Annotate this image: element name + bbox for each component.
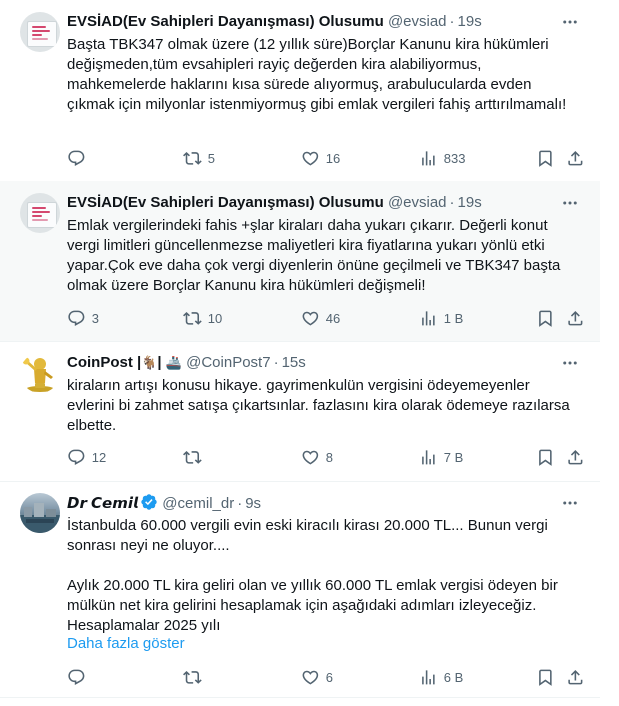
share-button[interactable] <box>566 308 585 328</box>
bookmark-button[interactable] <box>536 447 555 467</box>
retweet-button[interactable] <box>183 447 208 467</box>
tweet-text: kiraların artışı konusu hikaye. gayrimenkulün vergisini ödeyemeyenler evlerini bi zahmet satışa çıkartsınlar. fazlasını kira olarak ödemeye razılarsa elbette. <box>67 377 574 434</box>
views-bar-chart-icon <box>419 309 438 328</box>
views-button[interactable] <box>419 447 463 467</box>
tweet-actions <box>67 667 587 687</box>
share-icon <box>566 448 585 467</box>
retweet-button[interactable] <box>183 148 215 168</box>
bookmark-button[interactable] <box>536 148 555 168</box>
author-name-text: CoinPost | <box>67 354 142 371</box>
verified-badge-icon <box>138 495 158 512</box>
heart-icon <box>301 668 320 687</box>
share-button[interactable] <box>566 148 585 168</box>
reply-count: 3 <box>91 310 99 326</box>
like-button[interactable] <box>301 308 340 328</box>
views-count: 1 B <box>443 310 464 326</box>
retweet-button[interactable] <box>183 308 222 328</box>
tweet-time[interactable]: 9s <box>245 495 262 512</box>
ship-emoji: 🚢 <box>165 355 182 370</box>
share-icon <box>566 309 585 328</box>
tweet[interactable] <box>0 0 600 182</box>
reply-icon <box>67 149 86 168</box>
views-button[interactable] <box>419 667 463 687</box>
separator-dot: · <box>237 495 243 512</box>
share-icon <box>566 149 585 168</box>
retweet-count: 10 <box>207 310 223 326</box>
author-name[interactable]: EVSİAD(Ev Sahipleri Dayanışması) Olusumu <box>67 194 384 211</box>
show-more-link[interactable]: Daha fazla göster <box>67 635 185 652</box>
retweet-icon <box>183 448 202 467</box>
tweet[interactable] <box>0 341 600 482</box>
reply-button[interactable] <box>67 308 99 328</box>
views-bar-chart-icon <box>419 668 438 687</box>
author-name-separator: | <box>157 354 162 371</box>
bookmark-button[interactable] <box>536 667 555 687</box>
reply-icon <box>67 309 86 328</box>
like-button[interactable] <box>301 148 340 168</box>
tweet-time[interactable]: 19s <box>457 13 482 30</box>
avatar[interactable] <box>20 12 60 52</box>
bookmark-icon <box>536 448 555 467</box>
tweet-header <box>67 353 580 373</box>
more-horizontal-icon[interactable] <box>560 193 580 213</box>
reply-count: 12 <box>91 449 107 465</box>
views-button[interactable] <box>419 148 465 168</box>
separator-dot: · <box>273 354 279 371</box>
share-button[interactable] <box>566 447 585 467</box>
author-name[interactable] <box>67 354 182 371</box>
reply-button[interactable] <box>67 148 92 168</box>
retweet-icon <box>183 668 202 687</box>
like-count: 8 <box>325 449 333 465</box>
share-icon <box>566 668 585 687</box>
views-count: 833 <box>443 150 466 166</box>
bookmark-icon <box>536 149 555 168</box>
author-name[interactable]: EVSİAD(Ev Sahipleri Dayanışması) Olusumu <box>67 13 384 30</box>
tweet[interactable] <box>0 481 600 698</box>
author-handle[interactable]: @evsiad <box>387 13 447 30</box>
tweet-text: Başta TBK347 olmak üzere (12 yıllık süre)Borçlar Kanunu kira hükümleri değişmeden,tüm evsahipleri rayiç değerden kira alabiliyormus, mahkemelerde haklarını kısa sürede alıyormuş, arabulucularda evden çıkmak için milyonlar istenmiyormuş gibi emlak vergileri fahiş arttırılmamalı! <box>67 36 567 113</box>
author-handle[interactable]: @evsiad <box>387 194 447 211</box>
tweet-header <box>67 12 580 32</box>
avatar[interactable] <box>20 193 60 233</box>
avatar[interactable] <box>20 493 60 533</box>
reply-icon <box>67 668 86 687</box>
like-button[interactable] <box>301 447 333 467</box>
tweet-header <box>67 493 580 513</box>
avatar[interactable] <box>20 353 60 393</box>
author-handle[interactable]: @CoinPost7 <box>186 354 271 371</box>
views-bar-chart-icon <box>419 149 438 168</box>
tweet[interactable] <box>0 181 600 342</box>
heart-icon <box>301 448 320 467</box>
share-button[interactable] <box>566 667 585 687</box>
tweet-actions <box>67 308 587 328</box>
author-handle[interactable]: @cemil_dr <box>162 495 235 512</box>
retweet-icon <box>183 309 202 328</box>
views-count: 6 B <box>443 669 464 685</box>
tweet-header <box>67 193 580 213</box>
like-count: 16 <box>325 150 341 166</box>
tweet-actions <box>67 148 587 168</box>
bookmark-button[interactable] <box>536 308 555 328</box>
heart-icon <box>301 309 320 328</box>
like-button[interactable] <box>301 667 333 687</box>
goat-emoji: 🐐 <box>141 355 158 370</box>
separator-dot: · <box>449 194 455 211</box>
heart-icon <box>301 149 320 168</box>
reply-button[interactable] <box>67 447 106 467</box>
reply-button[interactable] <box>67 667 92 687</box>
like-count: 6 <box>325 669 333 685</box>
views-count: 7 B <box>443 449 464 465</box>
like-count: 46 <box>325 310 341 326</box>
more-horizontal-icon[interactable] <box>560 353 580 373</box>
views-bar-chart-icon <box>419 448 438 467</box>
tweet-text: İstanbulda 60.000 vergili evin eski kiracılı kirası 20.000 TL... Bunun vergi sonrası neyi ne oluyor.... Aylık 20.000 TL kira geliri olan ve yıllık 60.000 TL emlak vergisi ödeyen bir mülkün net kira gelirini hesaplamak için aşağıdaki adımları izleyeceğiz. Hesaplamalar 2025 yılı <box>67 517 558 634</box>
retweet-button[interactable] <box>183 667 208 687</box>
tweet-actions <box>67 447 587 467</box>
bookmark-icon <box>536 309 555 328</box>
views-button[interactable] <box>419 308 463 328</box>
more-horizontal-icon[interactable] <box>560 12 580 32</box>
retweet-count: 5 <box>207 150 215 166</box>
tweet-time[interactable]: 15s <box>281 354 306 371</box>
tweet-text: Emlak vergilerindeki fahis +şlar kiraları daha yukarı çıkarır. Değerli konut vergi limitleri güncellenmezse maliyetleri kira fiyatlarına yukarı yönlü etki yapar.Çok eve daha çok vergi diyenlerin önüne geçilmeli ve TBK347 başta olmak üzere Borçlar Kanunu kira hükümleri değişmeli! <box>67 217 565 294</box>
separator-dot: · <box>449 13 455 30</box>
retweet-icon <box>183 149 202 168</box>
more-horizontal-icon[interactable] <box>560 493 580 513</box>
bookmark-icon <box>536 668 555 687</box>
author-name[interactable]: 𝘿𝙧 𝘾𝙚𝙢𝙞𝙡 <box>67 495 139 512</box>
reply-icon <box>67 448 86 467</box>
tweet-time[interactable]: 19s <box>457 194 482 211</box>
